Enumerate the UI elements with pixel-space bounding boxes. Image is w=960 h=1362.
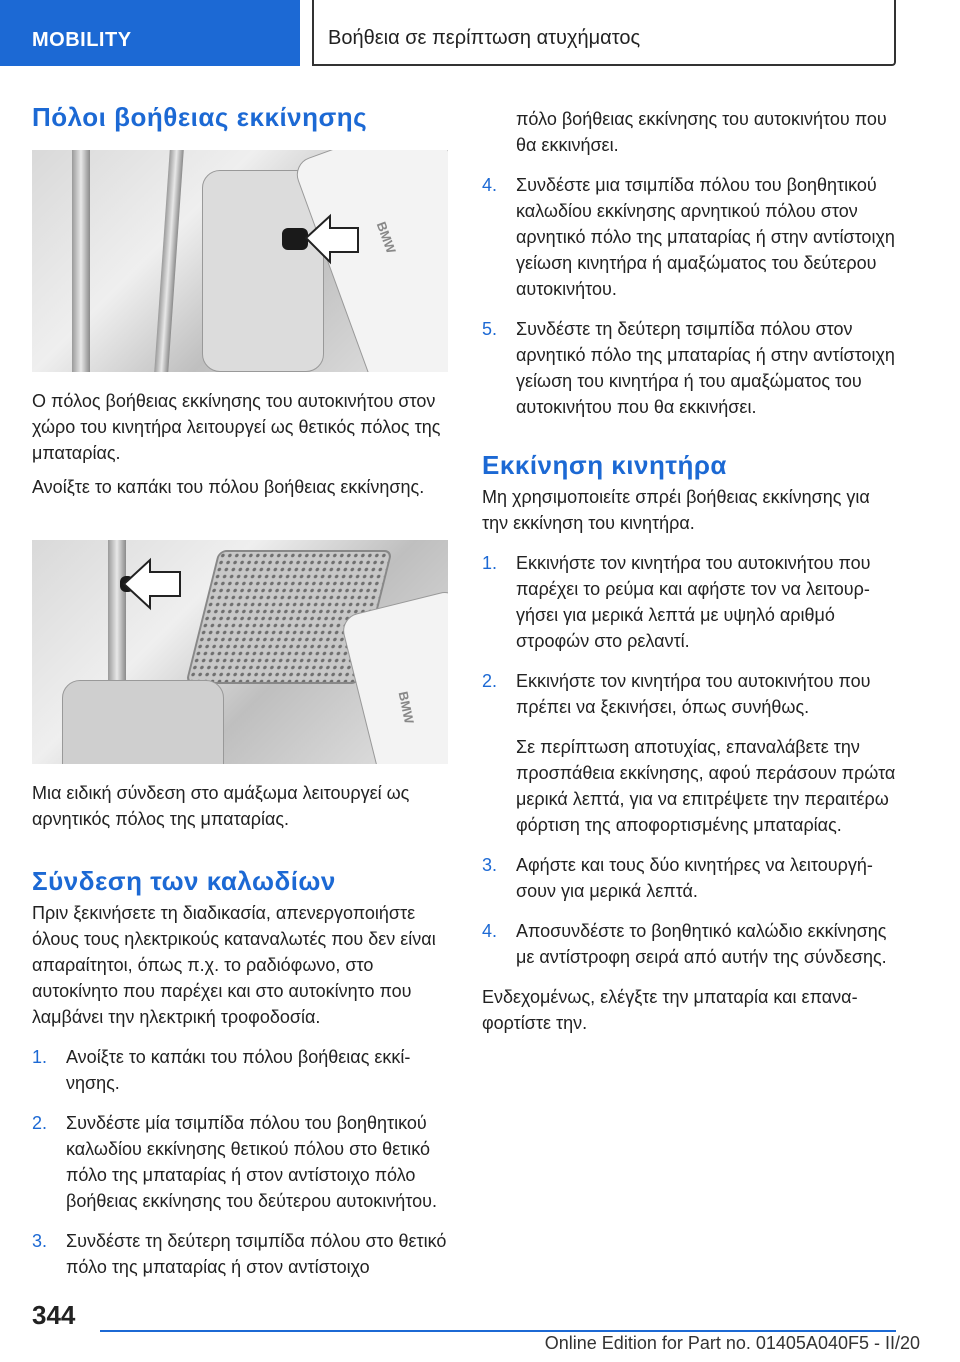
- heading-starting-engine: Εκκίνηση κινητήρα: [482, 450, 727, 480]
- section-label: MOBILITY: [32, 29, 132, 51]
- paragraph: Ο πόλος βοήθειας εκκίνησης του αυτοκινήτου στον χώρο του κινητήρα λειτουργεί ως θετικός πόλος της μπαταρίας.: [32, 391, 441, 463]
- arrow-icon: [120, 554, 184, 614]
- list-item-note: Σε περίπτωση αποτυχίας, επαναλάβετε την προσπάθεια εκκίνησης, αφού περάσουν πρώτα μερικά λεπτά, για να επιτρέψετε την περαιτέρω φόρτιση της αποφορτισμένης μπαταρίας.: [516, 737, 896, 835]
- paragraph: Πριν ξεκινήσετε τη διαδικασία, απενεργοποιήστε όλους τους ηλεκτρικούς καταναλωτές που δεν είναι απαραίτητοι, όπως π.χ. το ραδιόφωνο, στο αυτοκίνητο που παρέχει και στο αυτοκίνητο που λαμβάνει την ηλεκτρική τροφοδοσία.: [32, 903, 436, 1027]
- figure-ground-point: [32, 540, 448, 764]
- list-item: 1. Ανοίξτε το καπάκι του πόλου βοήθειας εκκίνησης.: [32, 1047, 411, 1093]
- paragraph: Ανοίξτε το καπάκι του πόλου βοήθειας εκκίνησης.: [32, 477, 425, 497]
- heading-jump-start-terminals: Πόλοι βοήθειας εκκίνησης: [32, 102, 368, 132]
- bmw-logo-text: BMW: [373, 219, 399, 256]
- list-item: 1. Εκκινήστε τον κινητήρα του αυτοκινήτου που παρέχει το ρεύμα και αφήστε τον να λειτουργήσει για μερικά λεπτά με υψηλό αριθμό στροφών στο ρελαντί.: [482, 553, 871, 651]
- list-item: 4. Συνδέστε μια τσιμπίδα πόλου του βοηθητικού καλωδίου εκκίνησης αρνητικού πόλου στον αρνητικό πόλο της μπαταρίας ή στην αντίστοιχη γείωση κινητήρα ή αμαξώματος του δεύτερου αυτοκινήτου.: [482, 175, 895, 299]
- list-item: 3. Αφήστε και τους δύο κινητήρες να λειτουργήσουν για μερικά λεπτά.: [482, 855, 873, 901]
- heading-connecting-cables: Σύνδεση των καλωδίων: [32, 866, 336, 896]
- arrow-icon: [302, 212, 362, 272]
- right-column: [482, 106, 898, 1036]
- figure-positive-terminal: [32, 150, 448, 372]
- bmw-logo-text: BMW: [395, 690, 417, 725]
- section-tab: [0, 0, 300, 66]
- list-item: 2. Συνδέστε μία τσιμπίδα πόλου του βοηθητικού καλωδίου εκκίνησης θετικού πόλου στο θετικό πόλο της μπαταρίας ή στον αντίστοιχο πόλο βοήθειας εκκίνησης του δεύτερου αυτοκινήτου.: [32, 1113, 437, 1211]
- edition-note: Online Edition for Part no. 01405A040F5 - II/20: [544, 1333, 920, 1353]
- list-item: 5. Συνδέστε τη δεύτερη τσιμπίδα πόλου στον αρνητικό πόλο της μπαταρίας ή στην αντίστοιχη γείωση του κινητήρα ή του αμαξώματος του αυτοκινήτου που θα εκκινήσει.: [482, 319, 895, 417]
- list-item: 4. Αποσυνδέστε το βοηθητικό καλώδιο εκκίνησης με αντίστροφη σειρά από αυτήν της σύνδεσης.: [482, 921, 887, 967]
- left-column: [32, 100, 448, 1294]
- list-item: 3. Συνδέστε τη δεύτερη τσιμπίδα πόλου στο θετικό πόλο της μπαταρίας ή στον αντίστοιχο: [32, 1231, 447, 1277]
- connection-steps-list-continued: [482, 172, 898, 420]
- list-continuation: πόλο βοήθειας εκκίνησης του αυτοκινήτου που θα εκκινήσει.: [516, 109, 887, 155]
- engine-start-steps-list: [482, 550, 898, 970]
- paragraph: Μη χρησιμοποιείτε σπρέι βοήθειας εκκίνησης για την εκκίνηση του κινητήρα.: [482, 487, 870, 533]
- paragraph: Μια ειδική σύνδεση στο αμάξωμα λειτουργεί ως αρνητικός πόλος της μπαταρίας.: [32, 783, 410, 829]
- paragraph: Ενδεχομένως, ελέγξτε την μπαταρία και επαναφορτίστε την.: [482, 987, 858, 1033]
- page-number: 344: [32, 1300, 76, 1330]
- list-item: 2. Εκκινήστε τον κινητήρα του αυτοκινήτου που πρέπει να ξεκινήσει, όπως συνήθως. Σε περίπτωση αποτυχίας, επαναλάβετε την προσπάθεια εκκίνησης, αφού περάσουν πρώτα μερικά λεπτά, για να επιτρέψετε την περαιτέρω φόρτιση της αποφορτισμένης μπαταρίας.: [482, 668, 898, 838]
- chapter-title: Βοήθεια σε περίπτωση ατυχήματος: [328, 27, 641, 49]
- footer-divider: [100, 1330, 896, 1332]
- page-header: [0, 0, 960, 66]
- connection-steps-list: [32, 1044, 448, 1280]
- chapter-title-box: [312, 0, 896, 66]
